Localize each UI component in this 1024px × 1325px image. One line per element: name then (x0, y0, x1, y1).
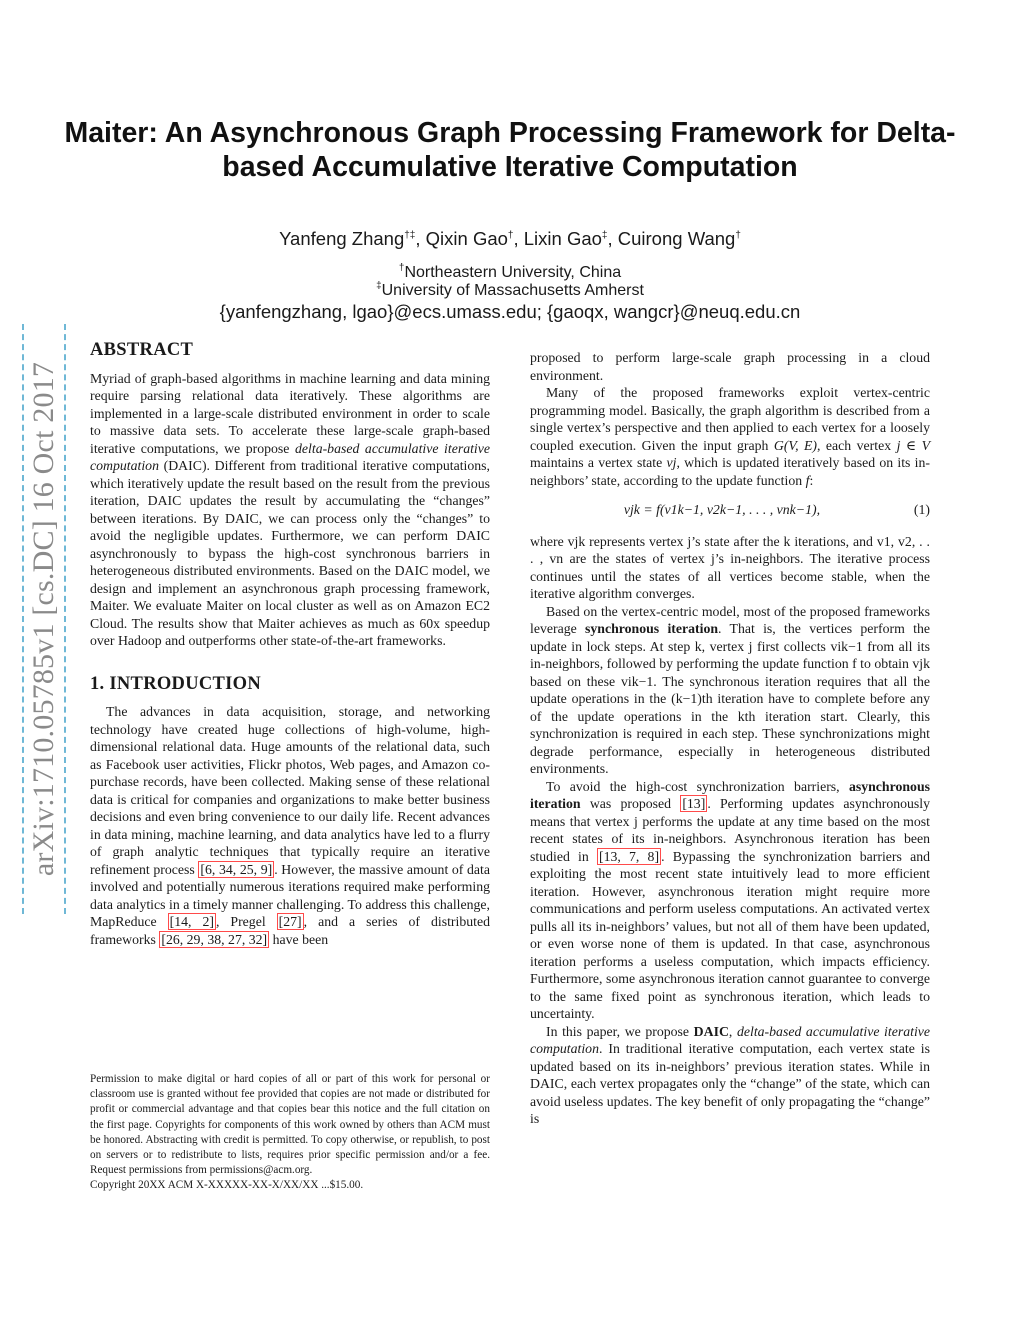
author-mark: † (735, 229, 741, 241)
citation-link[interactable]: [26, 29, 38, 27, 32] (161, 931, 268, 947)
permission-notice: Permission to make digital or hard copies of all or part of this work for personal or classroom use is granted without fee provided that copies are not made or distributed for profit or commercial advantage and that copies bear this notice and the full citation on the first page. Copyrights for components of this work owned by others than ACM must be honored. Abstracting with credit is permitted. To copy otherwise, or republish, to post on servers or to redistribute to lists, requires prior specific permission and/or a fee. Request permissions from permissions@acm.org. (90, 1073, 490, 1177)
intro-paragraph: proposed to perform large-scale graph processing in a cloud environment. (530, 350, 930, 383)
citation-link[interactable]: [6, 34, 25, 9] (200, 861, 273, 877)
author-name: Qixin Gao (425, 228, 508, 249)
author-name: Lixin Gao (523, 228, 602, 249)
intro-paragraph: To avoid the high-cost synchronization barriers, asynchronous iteration was proposed [13] . Performing updates asynchronously means that vertex j performs the update at any time based on the most recent states of its in-neighbors. Asynchronous iteration has been studied in [13, 7, 8] . Bypassing the synchronization barriers and exploiting the most recent state intuitively lead to more efficient iteration. However, asynchronous iteration might require more communications and perform useless computations. An activated vertex pulls all its in-neighbors’ values, but not all of them have been updated, or even worse none of them is updated. In that case, asynchronous iteration performs a useless computation, which impacts efficiency. Furthermore, some asynchronous iteration cannot guarantee to converge to the same fixed point as synchronous iteration, which leads to uncertainty. (530, 778, 931, 1021)
copyright-line: Copyright 20XX ACM X-XXXXX-XX-X/XX/XX ...$15.00. (90, 1179, 364, 1192)
right-column (530, 349, 930, 1128)
intro-heading: 1. INTRODUCTION (90, 673, 262, 694)
paper-title: Maiter: An Asynchronous Graph Processing Framework for Delta-based Accumulative Iterative Computation (64, 117, 956, 183)
left-column (90, 342, 490, 948)
author-name: Yanfeng Zhang (279, 228, 405, 249)
equation-expression: vjk = f(v1k−1, v2k−1, . . . , vnk−1), (623, 502, 821, 517)
author-name: Cuirong Wang (617, 228, 736, 249)
equation-number: (1) (913, 502, 930, 517)
author-mark: † (507, 229, 514, 241)
affiliations (60, 264, 960, 300)
equation-1 (530, 501, 930, 519)
author-mark: ‡ (601, 229, 608, 241)
intro-paragraph: where vjk represents vertex j’s state after the k iterations, and v1, v2, . . . , vn are the states of vertex j’s in-neighbors. The iterative process continues until the states of all vertices become stable, when the iterative algorithm converges. (530, 533, 930, 601)
abstract-text: Myriad of graph-based algorithms in machine learning and data mining require parsing relational data iteratively. These algorithms are implemented in a large-scale distributed environment in order to scale to massive data sets. To accelerate these large-scale graph-based iterative computations, we propose delta-based accumulative iterative computation (DAIC). Different from traditional iterative computations, which iteratively update the result based on the result from the previous iteration, DAIC updates the result by accumulating the “changes” between iterations. By DAIC, we can process only the “changes” to avoid the negligible updates. Furthermore, we can perform DAIC asynchronously to bypass the high-cost synchronous barriers in heterogeneous distributed environments. Based on the DAIC model, we design and implement an asynchronous graph processing framework, Maiter. We evaluate Maiter on local cluster as well as on Amazon EC2 Cloud. The results show that Maiter achieves as much as 60x speedup over Hadoop and outperforms other state-of-the-art frameworks. (90, 370, 491, 648)
copyright-footnote (90, 1072, 490, 1194)
citation-link[interactable]: [13] (682, 796, 706, 811)
author-emails: {yanfengzhang, lgao}@ecs.umass.edu; {gaoqx, wangcr}@neuq.edu.cn (219, 301, 801, 322)
affiliation: ‡University of Massachusetts Amherst (376, 280, 644, 299)
abstract-heading: ABSTRACT (90, 340, 194, 360)
arxiv-stamp (22, 324, 66, 914)
affiliation: †Northeastern University, China (398, 262, 622, 281)
intro-paragraph: The advances in data acquisition, storage, and networking technology have created huge collections of high-volume, high-dimensional relational data. Huge amounts of the relational data, such as Facebook user activities, Flickr photos, Web pages, and Amazon co-purchase records, have been collected. Making sense of these relational data is critical for companies and organizations to make better business decisions and even bring convenience to our daily life. Recent advances in data mining, machine learning, and data analytics have led to a flurry of graph analytic techniques that typically require an iterative refinement process [6, 34, 25, 9] . However, the massive amount of data involved and potentially numerous iterations required make performing data analytics in a timely manner challenging. To address this challenge, MapReduce [14, 2] , Pregel [27] , and a series of distributed frameworks [26, 29, 38, 27, 32] have been (90, 704, 490, 947)
intro-paragraph: Many of the proposed frameworks exploit vertex-centric programming model. Basically, the graph algorithm is described from a single vertex’s perspective and then applied to each vertex for a loosely coupled execution. Given the input graph G(V, E), each vertex j ∈ V maintains a vertex state vj, which is updated iteratively based on its in-neighbors’ state, according to the update function f: (530, 385, 931, 488)
citation-link[interactable]: [27] (278, 914, 302, 929)
citation-link[interactable]: [13, 7, 8] (598, 848, 660, 864)
arxiv-stamp-text: arXiv:1710.05785v1 [cs.DC] 16 Oct 2017 (27, 361, 61, 877)
intro-paragraph: In this paper, we propose DAIC, delta-based accumulative iterative computation. In traditional iterative computation, each vertex state is updated based on its in-neighbors’ previous iteration states. While in DAIC, each vertex propagates only the “change” of the state, which can avoid useless updates. The key benefit of only propagating the “change” is (530, 1023, 931, 1126)
citation-link[interactable]: [14, 2] (169, 914, 214, 929)
author-mark: †‡ (404, 229, 416, 241)
intro-paragraph: Based on the vertex-centric model, most of the proposed frameworks leverage synchronous iteration. That is, the vertices perform the update in lock steps. At step k, vertex j first collects vik−1 from all its in-neighbors, followed by performing the update function f to obtain vjk based on these vik−1. The synchronous iteration requires that all the update operations in the (k−1)th iteration have to complete before any of the update operations in the kth iteration start. Clearly, this synchronization is required in each step. These synchronizations might degrade performance, especially in heterogeneous distributed environments. (530, 603, 930, 776)
author-list: Yanfeng Zhang†‡, Qixin Gao†, Lixin Gao‡, Cuirong Wang† (279, 228, 741, 249)
